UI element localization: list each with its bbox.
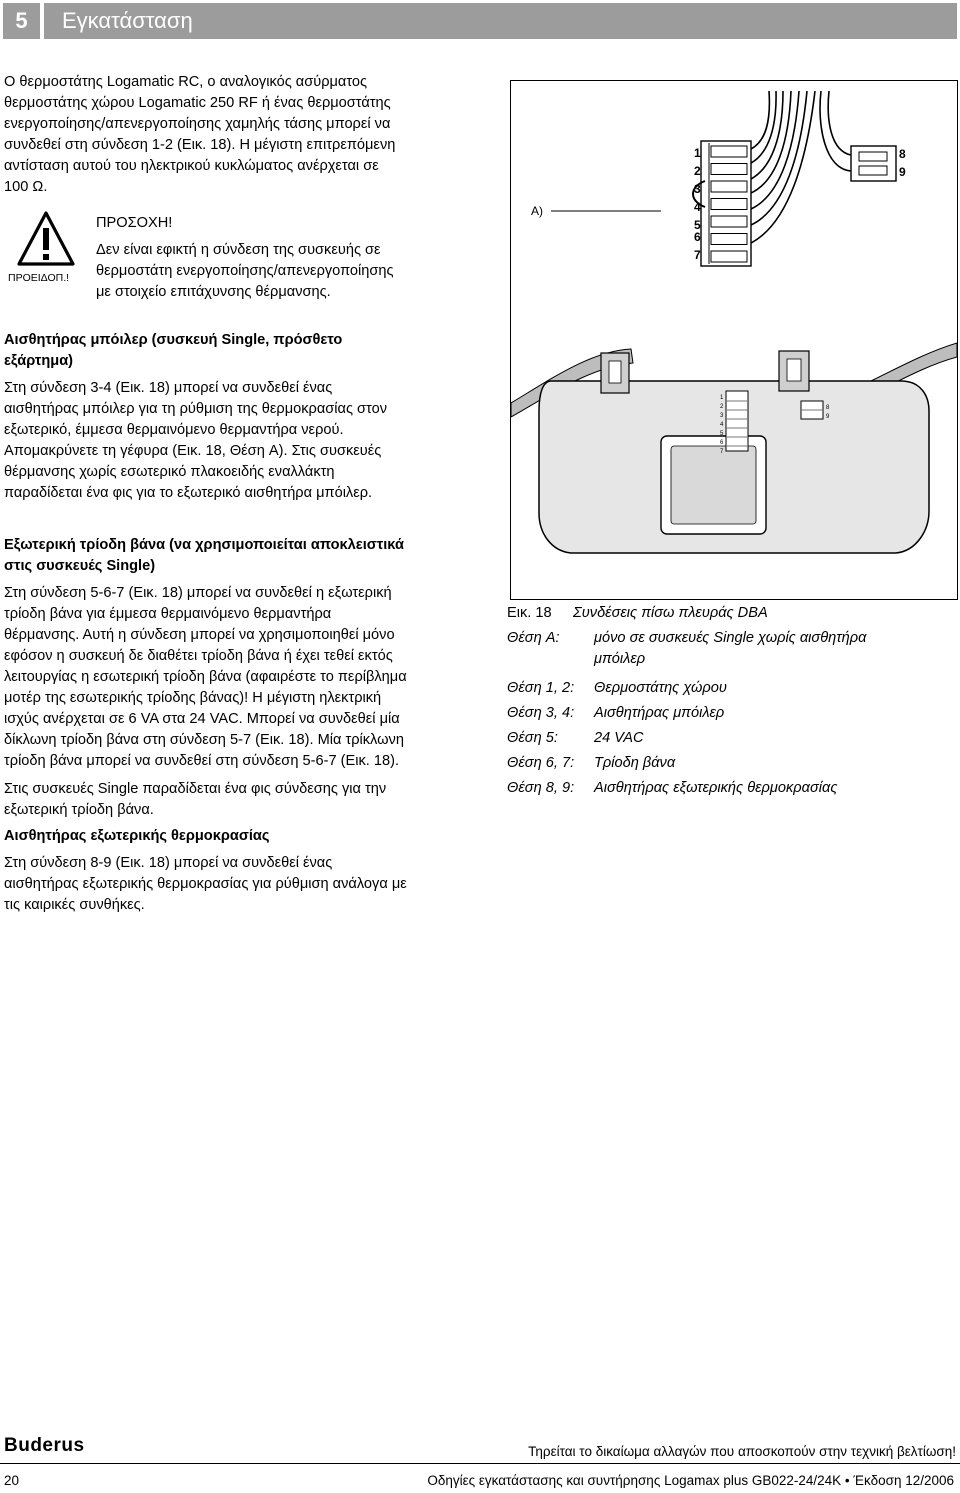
small-terminal-8: 8	[826, 405, 830, 411]
warning-line: Δεν είναι εφικτή η σύνδεση της συσκευής σε	[96, 242, 381, 258]
warning-text	[96, 213, 506, 303]
terminal-block-left-detail	[693, 141, 751, 266]
body-line: εξωτερική τρίοδη βάνα.	[4, 802, 154, 818]
caption-item	[507, 676, 957, 701]
heading-line: Αισθητήρας μπόιλερ (συσκευή Single, πρόσθετο	[4, 332, 343, 348]
caption-item-label: Θέση A:	[507, 630, 560, 646]
page-number: 20	[4, 1473, 20, 1488]
figure-18	[510, 80, 958, 600]
chapter-title: Εγκατάσταση	[44, 3, 957, 39]
body-line: ισχύς ανέρχεται σε 6 VA στα 24 VAC. Μπορεί να συνδεθεί μία	[4, 711, 400, 727]
outdoor-sensor-section	[4, 826, 504, 916]
caption-item-label: Θέση 3, 4:	[507, 705, 575, 721]
caption-item-text-2: μπόιλερ	[594, 651, 646, 667]
caption-item-label: Θέση 8, 9:	[507, 780, 575, 796]
body-line: Στη σύνδεση 3-4 (Εικ. 18) μπορεί να συνδεθεί ένας	[4, 380, 333, 396]
caption-item-text: Αισθητήρας μπόιλερ	[594, 705, 725, 721]
warning-icon-label: ΠΡΟΕΙΔΟΠ.!	[8, 272, 70, 284]
terminal-slot	[711, 216, 747, 227]
footer-notice: Τηρείται το δικαίωμα αλλαγών που αποσκοπούν στην τεχνική βελτίωση!	[528, 1444, 956, 1459]
intro-line: θερμοστάτης χώρου Logamatic 250 RF ή ένας θερμοστάτης	[4, 95, 391, 111]
three-way-valve-heading	[4, 535, 504, 577]
caption-item	[507, 626, 957, 676]
caption-item	[507, 751, 957, 776]
heading-line: εξάρτημα)	[4, 353, 74, 369]
heading-line: Εξωτερική τρίοδη βάνα (να χρησιμοποιείται αποκλειστικά	[4, 537, 404, 553]
boiler-sensor-heading	[4, 330, 504, 372]
body-line: εξωτερικό, έμμεσα θερμαινόμενο θερμαντήρα νερού.	[4, 422, 344, 438]
small-terminal-3: 3	[720, 413, 724, 419]
terminal-7-label: 7	[694, 248, 701, 262]
caption-item-label: Θέση 6, 7:	[507, 755, 575, 771]
caption-item-label: Θέση 1, 2:	[507, 680, 575, 696]
intro-line: συνδεθεί στη σύνδεση 1-2 (Εικ. 18). Η μέγιστη επιτρεπόμενη	[4, 137, 396, 153]
body-line: Στη σύνδεση 8-9 (Εικ. 18) μπορεί να συνδεθεί ένας	[4, 855, 333, 871]
intro-line: Ο θερμοστάτης Logamatic RC, ο αναλογικός ασύρματος	[4, 74, 368, 90]
caption-item-text: Θερμοστάτης χώρου	[594, 680, 727, 696]
warning-line: με στοιχείο επιτάχυνσης θέρμανσης.	[96, 284, 331, 300]
intro-line: αντίσταση αυτού του ηλεκτρικού κυκλώματος ανέρχεται σε	[4, 158, 379, 174]
intro-paragraph	[4, 72, 504, 198]
terminal-slot	[711, 251, 747, 262]
terminal-8-label: 8	[899, 147, 906, 161]
wires-left	[751, 91, 815, 243]
warning-title: ΠΡΟΣΟΧΗ!	[96, 215, 173, 231]
wiring-diagram	[511, 81, 957, 599]
figure-title: Συνδέσεις πίσω πλευράς DBA	[573, 605, 768, 621]
terminal-slot	[711, 164, 747, 175]
body-line: θέρμανσης χωρίς εσωτερικό πλακοειδής εναλλάκτη	[4, 464, 335, 480]
body-line: Στις συσκευές Single παραδίδεται ένα φις σύνδεσης για την	[4, 781, 387, 797]
body-line: αισθητήρας εξωτερικής θερμοκρασίας για ρύθμιση ανάλογα με	[4, 876, 407, 892]
outdoor-sensor-heading: Αισθητήρας εξωτερικής θερμοκρασίας	[4, 828, 270, 844]
terminal-9-label: 9	[899, 165, 906, 179]
small-terminal-1: 1	[720, 395, 724, 401]
boiler-sensor-body	[4, 378, 504, 504]
body-line: λειτουργίας η εσωτερική τρίοδη βάνα (αφαιρέστε το περίβλημα	[4, 669, 407, 685]
chapter-number: 5	[3, 3, 40, 39]
body-line: μοτέρ της εσωτερικής τρίοδης βάνας)! Η μέγιστη ηλεκτρική	[4, 690, 382, 706]
small-terminal-2: 2	[720, 404, 724, 410]
body-line: Στη σύνδεση 5-6-7 (Εικ. 18) μπορεί να συνδεθεί η εξωτερική	[4, 585, 392, 601]
terminal-4-label: 4	[694, 200, 701, 214]
body-line: τις καιρικές συνθήκες.	[4, 897, 145, 913]
terminal-block-right-detail	[851, 146, 896, 181]
body-line: δίκλωνη τρίοδη βάνα στη σύνδεση 5-7 (Εικ. 18). Μία τρίκλωνη	[4, 732, 404, 748]
small-terminal-5: 5	[720, 431, 724, 437]
caption-item-label: Θέση 5:	[507, 730, 558, 746]
wires-right	[820, 91, 851, 171]
caption-item-text: μόνο σε συσκευές Single χωρίς αισθητήρα	[594, 630, 867, 646]
body-line: Απομακρύνετε τη γέφυρα (Εικ. 18, Θέση A). Στις συσκευές	[4, 443, 382, 459]
terminal-slot	[711, 181, 747, 192]
caption-title-row	[507, 601, 957, 626]
body-line: αισθητήρας μπόιλερ για τη ρύθμιση της θερμοκρασίας στον	[4, 401, 388, 417]
three-way-valve-section	[4, 535, 504, 821]
small-terminal-9: 9	[826, 414, 830, 420]
caption-item	[507, 776, 957, 801]
controller-housing	[539, 351, 929, 553]
body-line: εφόσον η συσκευή δε διαθέτει τρίοδη βάνα ή έχει τεθεί εκτός	[4, 648, 393, 664]
caption-item-text: 24 VAC	[594, 730, 644, 746]
small-terminal-6: 6	[720, 440, 724, 446]
warning-triangle-icon	[16, 210, 76, 268]
body-line: τρίοδη βάνα μπορεί να συνδεθεί στη σύνδεση 5-6-7 (Εικ. 18).	[4, 753, 400, 769]
warning-block-icon	[8, 210, 84, 290]
intro-line: 100 Ω.	[4, 179, 48, 195]
terminal-rows	[711, 146, 747, 262]
body-line: παραδίδεται ένα φις για το εξωτερικό αισθητήρα μπόιλερ.	[4, 485, 373, 501]
terminal-slot	[711, 199, 747, 210]
figure-caption	[507, 601, 957, 801]
caption-item	[507, 726, 957, 751]
terminal-numbers-right	[899, 147, 906, 179]
boiler-sensor-section	[4, 330, 504, 504]
body-line: θέρμανσης. Αυτή η σύνδεση μπορεί να χρησιμοποιηθεί μόνο	[4, 627, 395, 643]
small-terminal-4: 4	[720, 422, 724, 428]
three-way-valve-extra	[4, 779, 504, 821]
terminal-1-label: 1	[694, 146, 701, 160]
warning-line: θερμοστάτη ενεργοποίησης/απενεργοποίησης	[96, 263, 394, 279]
heading-line: στις συσκευές Single)	[4, 558, 156, 574]
terminal-5-label: 5	[694, 218, 701, 232]
buderus-logo: Buderus	[4, 1435, 85, 1456]
terminal-slot	[711, 234, 747, 245]
body-line: τρίοδη βάνα για έμμεσα θερμαινόμενο θερμαντήρα	[4, 606, 332, 622]
warning-body	[96, 240, 506, 303]
terminal-3-label: 3	[694, 182, 701, 196]
intro-line: ενεργοποίησης/απενεργοποίησης χαμηλής τάσης μπορεί να	[4, 116, 391, 132]
terminal-6-label: 6	[694, 230, 701, 244]
three-way-valve-body	[4, 583, 504, 772]
terminal-2-label: 2	[694, 164, 701, 178]
terminal-slot	[711, 146, 747, 157]
outdoor-sensor-body	[4, 853, 504, 916]
caption-item-text: Αισθητήρας εξωτερικής θερμοκρασίας	[594, 780, 838, 796]
footer-divider	[0, 1463, 960, 1464]
document-title: Οδηγίες εγκατάστασης και συντήρησης Logamax plus GB022-24/24K • Έκδοση 12/2006	[427, 1473, 954, 1488]
detail-label-a: A)	[531, 204, 543, 218]
figure-number: Εικ. 18	[507, 605, 552, 621]
small-terminal-7: 7	[720, 449, 724, 455]
caption-item	[507, 701, 957, 726]
terminal-numbers-left	[694, 146, 701, 262]
caption-item-text: Τρίοδη βάνα	[594, 755, 676, 771]
